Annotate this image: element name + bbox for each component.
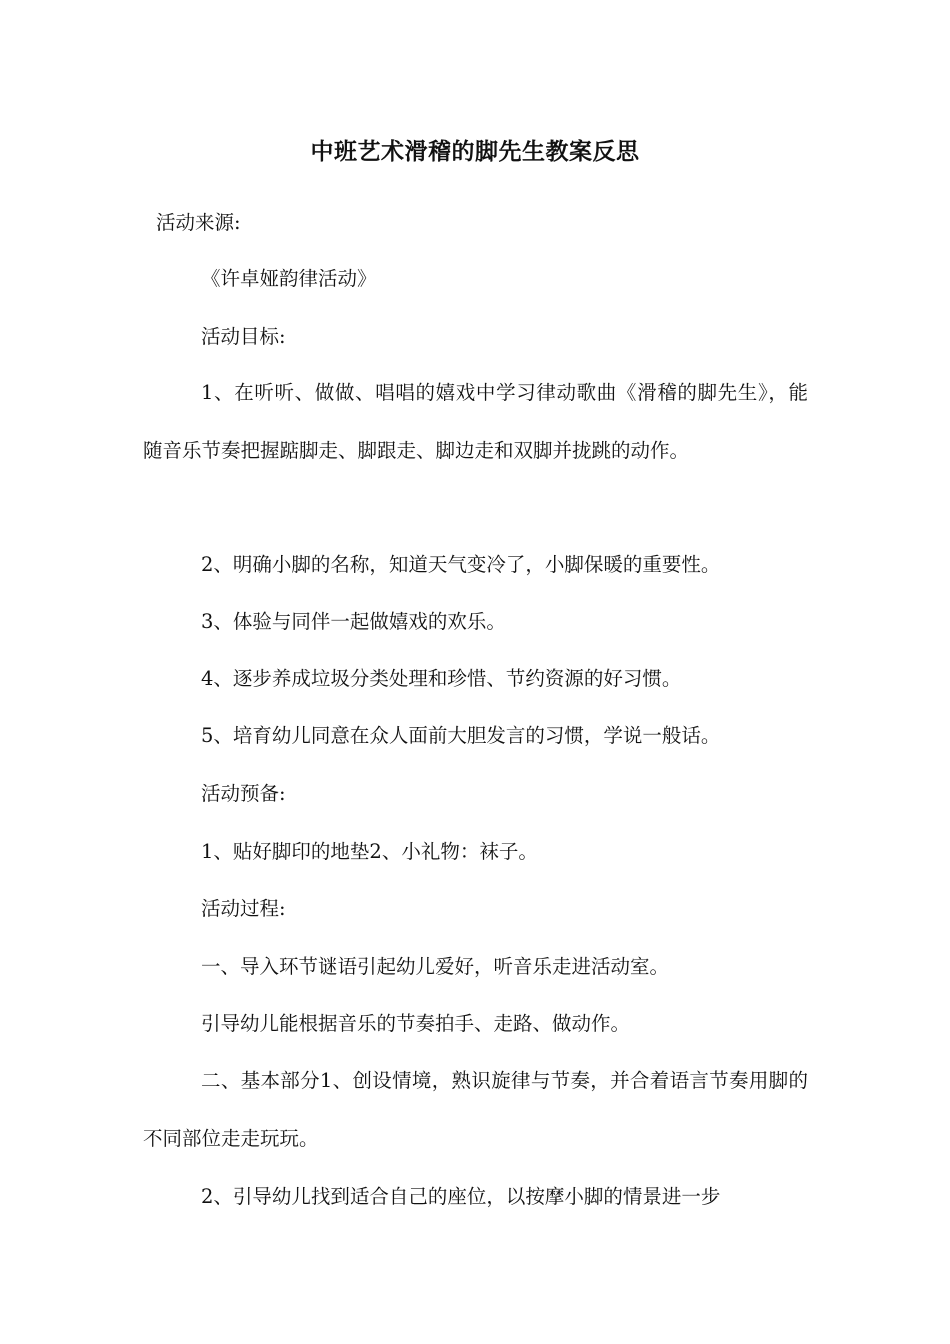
paragraph-process-heading: 活动过程: — [201, 897, 286, 920]
paragraph-process-intro: 一、导入环节谜语引起幼儿爱好，听音乐走进活动室。 — [201, 955, 670, 978]
paragraph-preparation-1: 1、贴好脚印的地垫2、小礼物：袜子。 — [201, 840, 538, 863]
paragraph-goal-3: 3、体验与同伴一起做嬉戏的欢乐。 — [201, 610, 506, 633]
paragraph-goals-heading: 活动目标: — [201, 325, 286, 348]
paragraph-process-basic: 二、基本部分1、创设情境，熟识旋律与节奏，并合着语言节奏用脚的不同部位走走玩玩。 — [143, 1069, 808, 1150]
paragraph-goal-2: 2、明确小脚的名称，知道天气变冷了，小脚保暖的重要性。 — [201, 553, 721, 576]
paragraph-activity-source-heading: 活动来源: — [156, 211, 241, 234]
paragraph-process-step-2: 2、引导幼儿找到适合自己的座位，以按摩小脚的情景进一步 — [201, 1185, 721, 1208]
paragraph-process-guide: 引导幼儿能根据音乐的节奏拍手、走路、做动作。 — [201, 1012, 631, 1035]
paragraph-goal-4: 4、逐步养成垃圾分类处理和珍惜、节约资源的好习惯。 — [201, 667, 682, 690]
paragraph-source-book: 《许卓娅韵律活动》 — [201, 267, 377, 290]
document-title: 中班艺术滑稽的脚先生教案反思 — [310, 139, 640, 165]
paragraph-preparation-heading: 活动预备: — [201, 782, 286, 805]
paragraph-goal-5: 5、培育幼儿同意在众人面前大胆发言的习惯，学说一般话。 — [201, 724, 721, 747]
paragraph-goal-1: 1、在听听、做做、唱唱的嬉戏中学习律动歌曲《滑稽的脚先生》，能随音乐节奏把握踮脚走、脚跟走、脚边走和双脚并拢跳的动作。 — [143, 381, 808, 462]
